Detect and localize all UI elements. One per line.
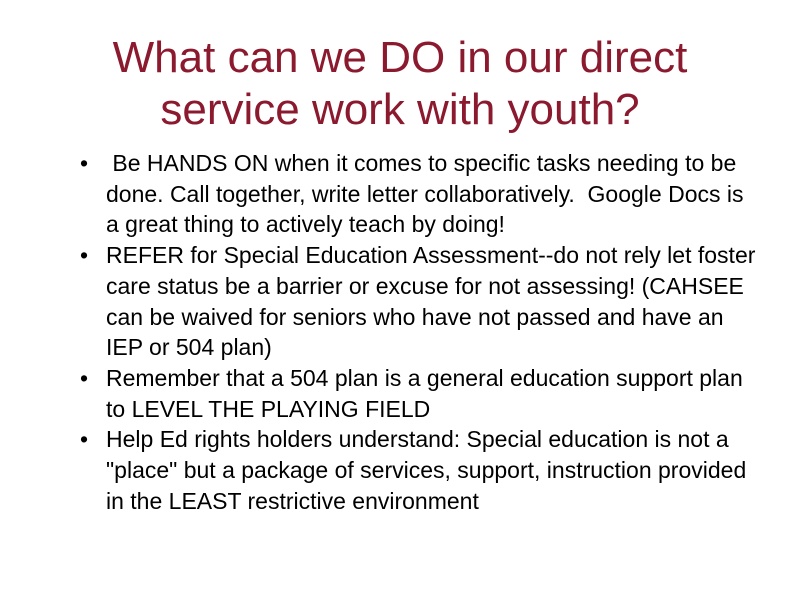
bullet-item bbox=[80, 424, 760, 516]
bullet-text: Help Ed rights holders understand: Special education is not a "place" but a package of services, support, instruction provided in the LEAST restrictive environment bbox=[106, 426, 747, 514]
bullet-icon: • bbox=[80, 150, 89, 176]
bullet-item bbox=[80, 240, 760, 363]
bullet-icon: • bbox=[80, 242, 89, 269]
bullet-item bbox=[80, 363, 760, 424]
bullet-item bbox=[80, 148, 760, 240]
bullet-text: Be HANDS ON when it comes to specific tasks needing to be done. Call together, write letter collaboratively. Google Docs is a great thing to actively teach by doing! bbox=[106, 150, 750, 238]
bullet-icon: • bbox=[80, 364, 89, 391]
bullet-list bbox=[80, 148, 760, 516]
bullet-text: Remember that a 504 plan is a general education support plan to LEVEL THE PLAYING FIELD bbox=[106, 364, 743, 422]
bullet-icon: • bbox=[80, 426, 89, 453]
slide-title: What can we DO in our direct service work with youth? bbox=[112, 33, 688, 134]
bullet-text: REFER for Special Education Assessment--do not rely let foster care status be a barrier or excuse for not assessing! (CAHSEE can be waived for seniors who have not passed and have an IEP or 504 plan) bbox=[106, 242, 756, 361]
